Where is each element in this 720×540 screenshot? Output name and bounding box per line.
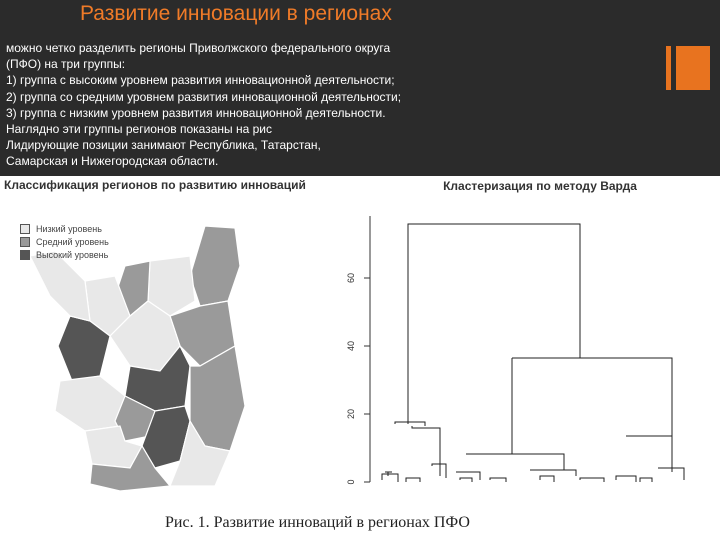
body-line: 2) группа со средним уровнем развития инновационной деятельности; [6, 89, 402, 104]
body-line: 3) группа с низким уровнем развития инновационной деятельности. [6, 105, 386, 120]
map-region [30, 251, 90, 321]
legend-item [20, 235, 109, 248]
map-region [55, 376, 125, 431]
y-tick-label: 40 [346, 340, 356, 352]
map-region [190, 226, 240, 306]
slide-body-text [6, 40, 566, 170]
figure [0, 176, 720, 540]
slide-header-band [0, 0, 720, 176]
dendrogram-title: Кластеризация по методу Варда [443, 179, 637, 193]
legend-label: Средний уровень [36, 236, 109, 247]
y-tick-label: 20 [346, 408, 356, 420]
body-line: Самарская и Нижегородская области. [6, 154, 219, 169]
body-line: Лидирующие позиции занимают Республика, Татарстан, [6, 138, 321, 153]
legend-swatch [20, 237, 30, 247]
y-ticks [364, 278, 370, 482]
map-legend [20, 222, 109, 261]
figure-caption: Рис. 1. Развитие инноваций в регионах ПФО [165, 514, 470, 531]
dendrogram [340, 176, 710, 496]
body-line: можно четко разделить регионы Приволжского федерального округа [6, 41, 391, 55]
legend-swatch [20, 250, 30, 260]
y-tick-label: 0 [346, 479, 356, 485]
accent-bar-thin [666, 46, 671, 90]
legend-item [20, 248, 109, 261]
y-tick-label: 60 [346, 272, 356, 284]
body-line: (ПФО) на три группы: [6, 57, 126, 72]
body-line: Наглядно эти группы регионов показаны на рис [6, 122, 272, 137]
map-title: Классификация регионов по развитию инноваций [4, 178, 306, 192]
slide-title: Развитие инновации в регионах [80, 2, 392, 25]
dendrogram-branches [382, 224, 684, 482]
legend-label: Низкий уровень [36, 223, 102, 234]
legend-swatch [20, 224, 30, 234]
legend-label: Высокий уровень [36, 249, 109, 260]
body-line: 1) группа с высоким уровнем развития инновационной деятельности; [6, 73, 395, 88]
legend-item [20, 222, 109, 235]
accent-bar-thick [676, 46, 710, 90]
